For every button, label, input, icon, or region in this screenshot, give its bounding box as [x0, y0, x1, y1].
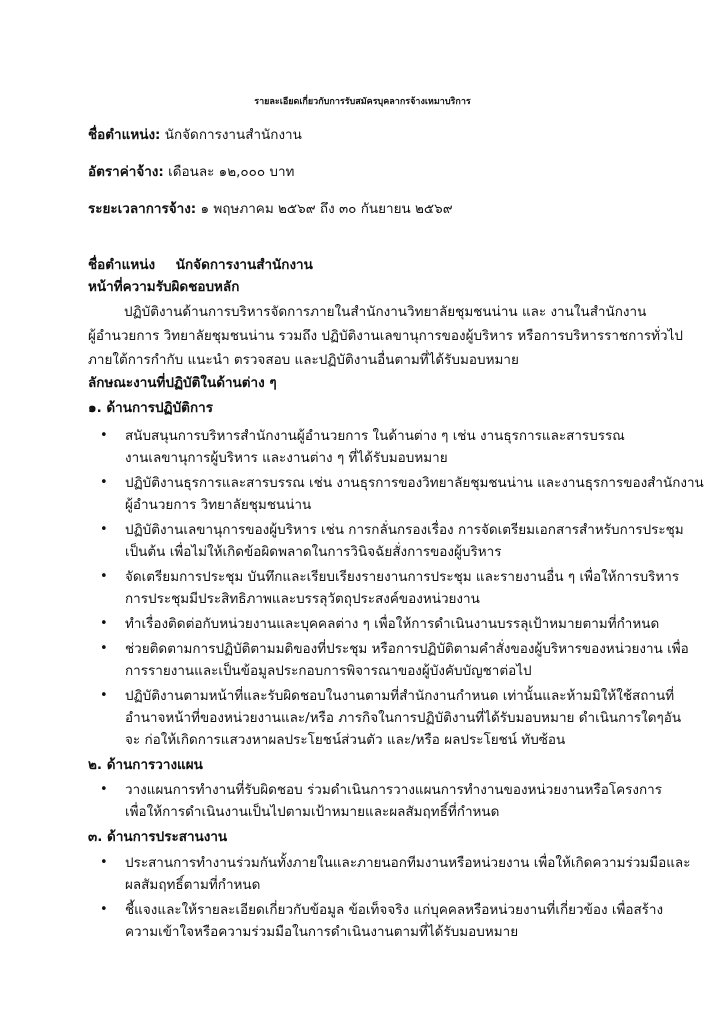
bullet-icon: • — [100, 855, 108, 870]
bullet-icon: • — [100, 428, 108, 443]
section-heading-planning: ๒. ด้านการวางแผน — [88, 757, 203, 773]
list-item-line: ผลสัมฤทธิ์ตามที่กำหนด — [125, 877, 261, 893]
list-item-line: อำนาจหน้าที่ของหน่วยงานและ/หรือ ภารกิจในการปฏิบัติงานที่ได้รับมอบหมาย ดำเนินการใดๆอัน — [125, 710, 682, 726]
list-item-line: ปฏิบัติงานเลขานุการของผู้บริหาร เช่น การกลั่นกรองเรื่อง การจัดเตรียมเอกสารสำหรับการประชุม — [125, 522, 684, 538]
characteristics-heading: ลักษณะงานที่ปฏิบัติในด้านต่าง ๆ — [88, 375, 277, 391]
position-heading — [88, 256, 313, 274]
section-heading-operations: ๑. ด้านการปฏิบัติการ — [88, 400, 213, 416]
list-item-line: ผู้อำนวยการ วิทยาลัยชุมชนน่าน — [125, 497, 312, 513]
bullet-icon: • — [100, 569, 108, 584]
list-item-line: จะ ก่อให้เกิดการแสวงหาผลประโยชน์ส่วนตัว และ/หรือ ผลประโยชน์ ทับซ้อน — [125, 732, 566, 748]
bullet-icon: • — [100, 688, 108, 703]
list-item-line: เพื่อให้การดำเนินงานเป็นไปตามเป้าหมายและผลสัมฤทธิ์ที่กำหนด — [125, 804, 500, 820]
list-item-line: ปฏิบัติงานตามหน้าที่และรับผิดชอบในงานตามที่สำนักงานกำหนด เท่านั้นและห้ามมิให้ใช้สถานที่ — [125, 688, 675, 704]
bullet-icon: • — [100, 641, 108, 656]
list-item-line: เป็นต้น เพื่อไม่ให้เกิดข้อผิดพลาดในการวินิจฉัยสั่งการของผู้บริหาร — [125, 544, 502, 560]
list-item-line: งานเลขานุการผู้บริหาร และงานต่าง ๆ ที่ได้รับมอบหมาย — [125, 450, 448, 466]
list-item-line: ปฏิบัติงานธุรการและสารบรรณ เช่น งานธุรการของวิทยาลัยชุมชนน่าน และงานธุรการของสำนักงาน — [125, 475, 704, 491]
field-period-label: ระยะเวลาการจ้าง: — [88, 201, 197, 217]
main-duty-heading: หน้าที่ความรับผิดชอบหลัก — [88, 279, 240, 295]
list-item-line: ชี้แจงและให้รายละเอียดเกี่ยวกับข้อมูล ข้อเท็จจริง แก่บุคคลหรือหน่วยงานที่เกี่ยวข้อง เพื่อสร้าง — [125, 902, 664, 918]
list-item-line: ทำเรื่องติดต่อกับหน่วยงานและบุคคลต่าง ๆ เพื่อให้การดำเนินงานบรรลุเป้าหมายตามที่กำหนด — [125, 616, 660, 632]
field-wage-label: อัตราค่าจ้าง: — [88, 164, 164, 180]
list-item-line: สนับสนุนการบริหารสำนักงานผู้อำนวยการ ในด้านต่าง ๆ เช่น งานธุรการและสารบรรณ — [125, 428, 625, 444]
field-wage-value: เดือนละ ๑๒,๐๐๐ บาท — [168, 164, 295, 180]
field-period-value: ๑ พฤษภาคม ๒๕๖๙ ถึง ๓๐ กันยายน ๒๕๖๙ — [200, 201, 453, 217]
main-duty-line: ปฏิบัติงานด้านการบริหารจัดการภายในสำนักงานวิทยาลัยชุมชนน่าน และ งานในสำนักงาน — [124, 304, 647, 320]
list-item-line: ความเข้าใจหรือความร่วมมือในการดำเนินงานตามที่ได้รับมอบหมาย — [125, 924, 519, 940]
list-item-line: ประสานการทำงานร่วมกันทั้งภายในและภายนอกทีมงานหรือหน่วยงาน เพื่อให้เกิดความร่วมมือและ — [125, 855, 691, 871]
list-item-line: การรายงานและเป็นข้อมูลประกอบการพิจารณาของผู้บังคับบัญชาต่อไป — [125, 663, 532, 679]
field-position-value: นักจัดการงานสำนักงาน — [164, 127, 302, 143]
section-heading-coordination: ๓. ด้านการประสานงาน — [88, 829, 228, 845]
bullet-icon: • — [100, 782, 108, 797]
bullet-icon: • — [100, 902, 108, 917]
bullet-icon: • — [100, 475, 108, 490]
field-position-label: ชื่อตำแหน่ง: — [88, 127, 161, 143]
position-value: นักจัดการงานสำนักงาน — [175, 257, 313, 273]
list-item-line: วางแผนการทำงานที่รับผิดชอบ ร่วมดำเนินการวางแผนการทำงานของหน่วยงานหรือโครงการ — [125, 782, 662, 798]
field-period — [88, 200, 453, 218]
bullet-icon: • — [100, 616, 108, 631]
document-title: รายละเอียดเกี่ยวกับการรับสมัครบุคลากรจ้างเหมาบริการ — [254, 97, 471, 107]
list-item-line: การประชุมมีประสิทธิภาพและบรรลุวัตถุประสงค์ของหน่วยงาน — [125, 591, 480, 607]
list-item-line: จัดเตรียมการประชุม บันทึกและเรียบเรียงรายงานการประชุม และรายงานอื่น ๆ เพื่อให้การบริหาร — [125, 569, 680, 585]
main-duty-line: ภายใต้การกำกับ แนะนำ ตรวจสอบ และปฏิบัติงานอื่นตามที่ได้รับมอบหมาย — [88, 352, 519, 368]
field-position — [88, 126, 302, 144]
field-wage — [88, 163, 294, 181]
main-duty-line: ผู้อำนวยการ วิทยาลัยชุมชนน่าน รวมถึง ปฏิบัติงานเลขานุการของผู้บริหาร หรือการบริหารราชการทั่วไป — [88, 328, 683, 344]
position-label: ชื่อตำแหน่ง — [88, 257, 156, 273]
bullet-icon: • — [100, 522, 108, 537]
list-item-line: ช่วยติดตามการปฏิบัติตามมติของที่ประชุม หรือการปฏิบัติตามคำสั่งของผู้บริหารของหน่วยงาน เพื่อ — [125, 641, 689, 657]
